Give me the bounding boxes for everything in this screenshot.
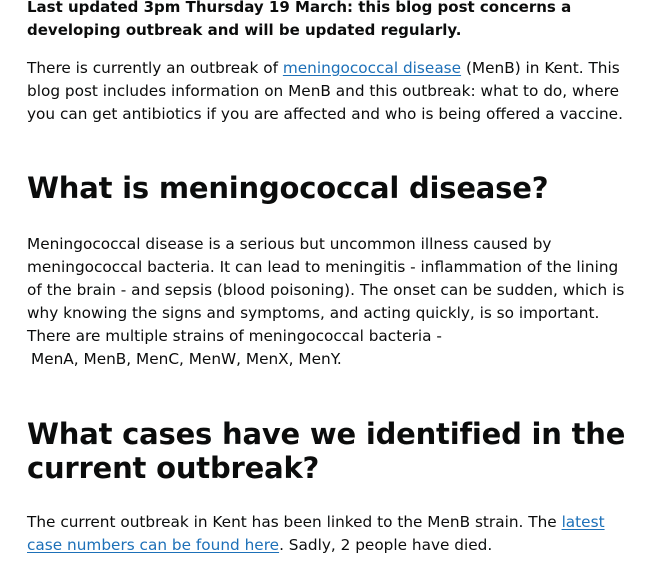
cases-text-end: . Sadly, 2 people have died. xyxy=(279,536,493,554)
intro-text-start: There is currently an outbreak of xyxy=(27,59,283,77)
update-notice: Last updated 3pm Thursday 19 March: this blog post concerns a developing outbreak and will be updated regularly. xyxy=(27,0,572,39)
meningococcal-disease-link[interactable]: meningococcal disease xyxy=(282,59,462,77)
intro-text-end: (MenB) in Kent. This blog post includes information on MenB and this outbreak: what to do, where you can get antibiotics if you are affected and who is being offered a vaccine. xyxy=(27,59,623,123)
latest-case-numbers-link[interactable]: latest case numbers can be found here xyxy=(27,513,605,554)
cases-paragraph xyxy=(27,511,636,557)
heading-what-is-meningococcal-disease: What is meningococcal disease? xyxy=(27,171,549,205)
heading-cases-identified: What cases have we identified in the current outbreak? xyxy=(27,417,626,485)
intro-paragraph xyxy=(27,57,636,126)
meningococcal-description-text: Meningococcal disease is a serious but uncommon illness caused by meningococcal bacteria. It can lead to meningitis - inflammation of the lining of the brain - and sepsis (blood poisoning). The onset can be sudden, which is why knowing the signs and symptoms, and acting quickly, is so important. There are multiple strains of meningococcal bacteria - xyxy=(27,235,625,345)
strains-list: MenA, MenB, MenC, MenW, MenX, MenY. xyxy=(31,350,342,368)
meningococcal-description xyxy=(27,233,636,371)
cases-text-start: The current outbreak in Kent has been linked to the MenB strain. The xyxy=(27,513,562,531)
